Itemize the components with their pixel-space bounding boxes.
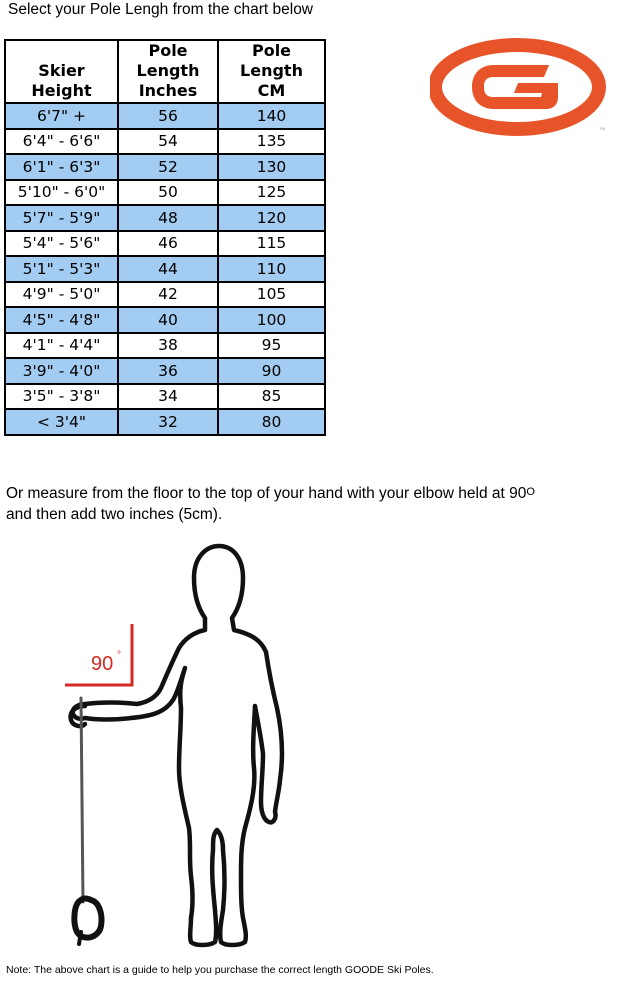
logo-trademark: TM xyxy=(599,126,605,131)
height-cell: 6'4" - 6'6" xyxy=(5,129,118,155)
pole-length-chart xyxy=(4,39,326,436)
table-row xyxy=(5,282,325,308)
inches-cell: 54 xyxy=(118,129,218,155)
inches-cell: 32 xyxy=(118,409,218,435)
height-cell: 3'9" - 4'0" xyxy=(5,358,118,384)
table-row xyxy=(5,333,325,359)
height-cell: 4'1" - 4'4" xyxy=(5,333,118,359)
cm-cell: 125 xyxy=(218,180,325,206)
ski-pole-basket-icon xyxy=(74,899,101,938)
inches-cell: 34 xyxy=(118,384,218,410)
inches-cell: 56 xyxy=(118,103,218,129)
measure-instructions xyxy=(6,484,606,525)
cm-cell: 90 xyxy=(218,358,325,384)
cm-cell: 100 xyxy=(218,307,325,333)
height-cell: 5'7" - 5'9" xyxy=(5,205,118,231)
inches-cell: 36 xyxy=(118,358,218,384)
height-cell: 6'1" - 6'3" xyxy=(5,154,118,180)
table-row xyxy=(5,358,325,384)
header-skier-height: Skier Height xyxy=(5,40,118,103)
cm-cell: 140 xyxy=(218,103,325,129)
cm-cell: 120 xyxy=(218,205,325,231)
cm-cell: 135 xyxy=(218,129,325,155)
cm-cell: 105 xyxy=(218,282,325,308)
cm-cell: 115 xyxy=(218,231,325,257)
table-row xyxy=(5,409,325,435)
angle-degree-symbol: ° xyxy=(117,650,121,661)
height-cell: 4'5" - 4'8" xyxy=(5,307,118,333)
ski-pole-tip xyxy=(79,932,81,944)
inches-cell: 44 xyxy=(118,256,218,282)
inches-cell: 40 xyxy=(118,307,218,333)
inches-cell: 50 xyxy=(118,180,218,206)
height-cell: 4'9" - 5'0" xyxy=(5,282,118,308)
chart-header-row xyxy=(5,40,325,103)
degree-mark: O xyxy=(526,486,535,498)
intro-text: Select your Pole Lengh from the chart below xyxy=(8,1,314,18)
inches-cell: 52 xyxy=(118,154,218,180)
inches-cell: 42 xyxy=(118,282,218,308)
table-row xyxy=(5,205,325,231)
angle-label: 90 xyxy=(91,653,114,675)
table-row xyxy=(5,154,325,180)
instructions-line-1: Or measure from the floor to the top of your hand with your elbow held at 90 xyxy=(6,485,527,502)
footnote: Note: The above chart is a guide to help you purchase the correct length GOODE Ski Poles. xyxy=(6,964,434,976)
height-cell: 3'5" - 3'8" xyxy=(5,384,118,410)
person-outline-icon xyxy=(73,546,282,945)
height-cell: 5'10" - 6'0" xyxy=(5,180,118,206)
ski-pole-shaft xyxy=(81,698,83,902)
cm-cell: 80 xyxy=(218,409,325,435)
cm-cell: 110 xyxy=(218,256,325,282)
header-length-cm: Pole Length CM xyxy=(218,40,325,103)
table-row xyxy=(5,307,325,333)
inches-cell: 46 xyxy=(118,231,218,257)
table-row xyxy=(5,103,325,129)
instructions-line-2: and then add two inches (5cm). xyxy=(6,506,223,523)
height-cell: 5'1" - 5'3" xyxy=(5,256,118,282)
table-row xyxy=(5,231,325,257)
height-cell: < 3'4" xyxy=(5,409,118,435)
skier-measurement-figure xyxy=(55,540,305,950)
logo-g-letter xyxy=(472,65,558,109)
height-cell: 5'4" - 5'6" xyxy=(5,231,118,257)
table-row xyxy=(5,129,325,155)
height-cell: 6'7" + xyxy=(5,103,118,129)
cm-cell: 130 xyxy=(218,154,325,180)
table-row xyxy=(5,384,325,410)
cm-cell: 95 xyxy=(218,333,325,359)
inches-cell: 48 xyxy=(118,205,218,231)
table-row xyxy=(5,180,325,206)
header-length-inches: Pole Length Inches xyxy=(118,40,218,103)
cm-cell: 85 xyxy=(218,384,325,410)
goode-logo xyxy=(430,38,608,136)
inches-cell: 38 xyxy=(118,333,218,359)
table-row xyxy=(5,256,325,282)
